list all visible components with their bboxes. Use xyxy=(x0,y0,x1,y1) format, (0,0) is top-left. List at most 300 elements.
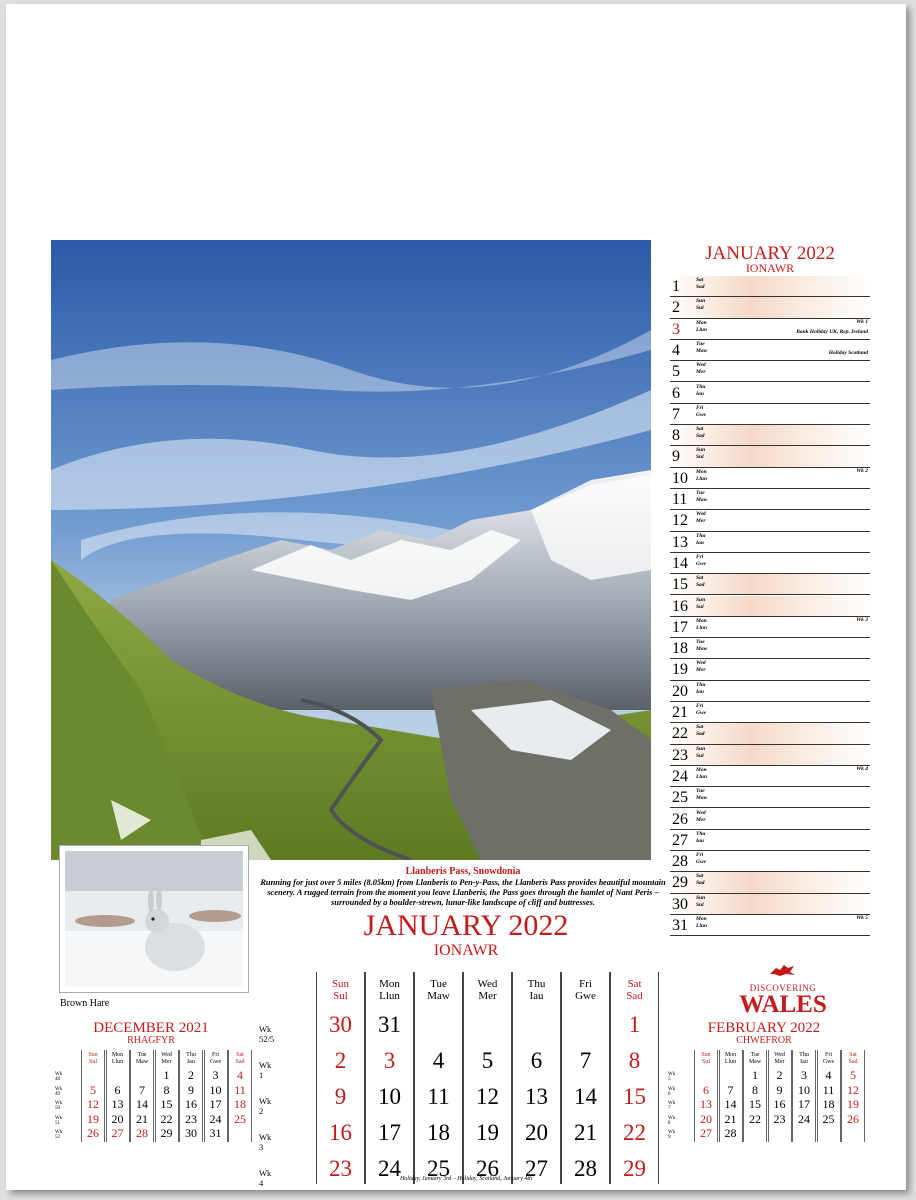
diary-row xyxy=(670,659,870,680)
diary-row xyxy=(670,702,870,723)
diary-day-cy: Maw xyxy=(696,497,708,503)
diary-week-label: Wk 4 xyxy=(856,765,868,772)
small-week-label: Wk 52 xyxy=(55,1130,63,1140)
week-label: Wk 1 xyxy=(259,1060,272,1080)
diary-row xyxy=(670,915,870,936)
diary-day-cy: Sad xyxy=(696,284,705,290)
small-day-number: 25 xyxy=(822,1111,835,1126)
small-day-en: Mon xyxy=(724,1052,737,1058)
small-day-en: Thu xyxy=(186,1052,196,1058)
small-day-number: 21 xyxy=(724,1111,737,1126)
diary-day-names xyxy=(696,852,706,866)
day-number: 4 xyxy=(432,1048,445,1073)
small-day-number: 7 xyxy=(139,1082,145,1097)
diary-day-cy: Iau xyxy=(696,390,704,397)
diary-day-en: Mon xyxy=(696,916,707,922)
diary-day-cy: Llun xyxy=(696,923,708,929)
small-day-number: 9 xyxy=(776,1082,783,1097)
small-day-number: 17 xyxy=(209,1097,222,1111)
day-name-en: Sat xyxy=(627,978,642,990)
day-number: 23 xyxy=(329,1156,352,1181)
diary-day-names xyxy=(696,639,707,653)
diary-day-en: Sat xyxy=(696,724,704,731)
day-number: 5 xyxy=(481,1048,494,1073)
diary-day-en: Wed xyxy=(696,362,706,369)
small-day-number: 9 xyxy=(188,1082,194,1097)
diary-day-number: 3 xyxy=(672,320,680,338)
diary-day-cy: Sul xyxy=(696,454,704,461)
diary-day-names xyxy=(696,511,706,525)
diary-day-en: Thu xyxy=(696,830,706,837)
diary-day-cy: Llun xyxy=(696,475,708,482)
diary-row xyxy=(670,361,870,382)
diary-row xyxy=(670,446,870,467)
small-day-en: Sat xyxy=(236,1052,244,1058)
day-number: 26 xyxy=(476,1156,499,1181)
small-day-number: 6 xyxy=(114,1082,121,1097)
dragon-icon xyxy=(768,962,798,978)
small-day-number: 13 xyxy=(111,1097,124,1111)
diary-day-en: Sat xyxy=(696,277,704,283)
day-number: 8 xyxy=(628,1048,641,1073)
day-column xyxy=(316,972,365,1184)
diary-day-en: Wed xyxy=(696,660,706,667)
small-week-label: Wk 8 xyxy=(668,1115,676,1126)
diary-day-names xyxy=(696,362,706,376)
small-day-en: Wed xyxy=(161,1052,172,1058)
small-day-en: Tue xyxy=(137,1052,147,1058)
diary-day-en: Fri xyxy=(696,553,704,560)
diary-day-names xyxy=(696,831,705,845)
diary-day-cy: Llun xyxy=(696,326,708,333)
diary-day-cy: Gwe xyxy=(696,710,707,716)
small-week-label: Wk 6 xyxy=(668,1086,676,1097)
diary-day-number: 23 xyxy=(672,746,688,764)
small-day-number: 23 xyxy=(185,1111,197,1126)
diary-day-cy: Maw xyxy=(696,347,708,354)
day-name-cy: Llun xyxy=(379,990,400,1002)
diary-day-cy: Sul xyxy=(696,305,704,312)
diary-day-cy: Sad xyxy=(696,880,705,887)
month-title: JANUARY 2022 xyxy=(363,909,569,942)
day-header xyxy=(414,978,463,1002)
logo-main-text: WALES xyxy=(739,991,827,1018)
diary-day-number: 18 xyxy=(672,640,688,658)
small-day-cy: Sad xyxy=(235,1059,245,1065)
day-header xyxy=(463,978,512,1002)
discovering-wales-logo xyxy=(718,962,848,1017)
diary-day-en: Thu xyxy=(696,532,706,539)
diary-row xyxy=(670,276,870,297)
small-day-header xyxy=(204,1052,228,1066)
diary-day-number: 10 xyxy=(672,469,688,487)
diary-day-names xyxy=(696,895,705,909)
landscape-photo xyxy=(51,240,651,860)
day-name-cy: Iau xyxy=(529,990,544,1002)
day-number: 21 xyxy=(574,1120,597,1145)
diary-week-label: Wk 1 xyxy=(856,318,868,325)
diary-day-number: 30 xyxy=(672,895,688,913)
diary-day-number: 9 xyxy=(672,448,680,466)
diary-day-names xyxy=(696,341,707,355)
day-number: 16 xyxy=(329,1120,352,1145)
small-day-number: 6 xyxy=(703,1082,709,1097)
diary-day-number: 28 xyxy=(672,853,688,871)
small-week-label: Wk 9 xyxy=(668,1130,676,1140)
day-number: 25 xyxy=(427,1156,450,1181)
small-day-header xyxy=(81,1052,105,1066)
diary-day-number: 19 xyxy=(672,661,688,679)
small-day-number: 3 xyxy=(801,1068,807,1082)
day-name-en: Wed xyxy=(477,978,498,990)
diary-day-en: Sun xyxy=(696,596,706,603)
diary-row xyxy=(670,319,870,340)
small-day-en: Sat xyxy=(849,1052,857,1058)
diary-day-names xyxy=(696,746,705,760)
calendar-page xyxy=(6,4,906,1190)
small-day-number: 15 xyxy=(749,1097,761,1111)
diary-day-en: Tue xyxy=(696,340,705,347)
day-column xyxy=(561,972,610,1184)
small-week-label: Wk 51 xyxy=(55,1115,63,1126)
diary-day-number: 24 xyxy=(672,767,688,785)
diary-day-names xyxy=(696,384,705,398)
diary-row xyxy=(670,596,870,617)
day-number: 20 xyxy=(525,1120,548,1145)
diary-day-cy: Iau xyxy=(696,688,704,695)
diary-day-names xyxy=(696,298,705,312)
diary-day-names xyxy=(696,575,705,589)
diary-row xyxy=(670,425,870,446)
small-day-number: 17 xyxy=(798,1097,810,1111)
diary-row xyxy=(670,638,870,659)
small-day-header xyxy=(768,1052,792,1066)
small-day-cy: Mer xyxy=(161,1059,172,1065)
day-header xyxy=(316,978,365,1002)
diary-row xyxy=(670,553,870,574)
small-day-number: 24 xyxy=(209,1111,222,1126)
day-number: 14 xyxy=(574,1084,597,1109)
small-day-number: 19 xyxy=(87,1111,99,1126)
diary-day-cy: Sad xyxy=(696,731,705,738)
diary-day-en: Thu xyxy=(696,383,706,390)
day-number: 3 xyxy=(383,1048,396,1073)
day-number: 1 xyxy=(628,1012,641,1037)
diary-day-number: 15 xyxy=(672,576,688,594)
small-day-number: 12 xyxy=(847,1082,859,1097)
diary-row xyxy=(670,745,870,766)
diary-note: Holiday Scotland xyxy=(828,349,868,356)
diary-day-names xyxy=(696,810,706,824)
inset-caption: Brown Hare xyxy=(60,998,110,1009)
small-day-header xyxy=(179,1052,203,1066)
small-day-number: 20 xyxy=(111,1111,124,1126)
diary-day-names xyxy=(696,490,707,504)
day-column xyxy=(365,972,414,1184)
diary-day-en: Sun xyxy=(696,894,706,901)
diary-day-cy: Sul xyxy=(696,901,704,908)
diary-day-names xyxy=(696,469,707,483)
small-week-label: Wk 7 xyxy=(668,1101,676,1111)
diary-day-number: 21 xyxy=(672,704,688,721)
small-day-number: 30 xyxy=(185,1126,197,1140)
diary-row xyxy=(670,468,870,489)
diary-row xyxy=(670,489,870,510)
small-week-label: Wk 5 xyxy=(668,1072,676,1082)
day-name-cy: Mer xyxy=(478,990,497,1002)
small-day-cy: Mer xyxy=(774,1059,785,1065)
diary-day-names xyxy=(696,788,707,802)
small-day-cy: Gwe xyxy=(822,1059,835,1065)
week-label: Wk 52/5 xyxy=(259,1024,275,1044)
diary-row xyxy=(670,404,870,425)
diary-day-number: 7 xyxy=(672,405,680,423)
small-day-number: 29 xyxy=(160,1126,173,1140)
inset-photo-frame xyxy=(59,845,249,993)
small-day-number: 12 xyxy=(87,1097,99,1111)
diary-day-cy: Iau xyxy=(696,539,704,546)
small-day-cy: Sul xyxy=(701,1059,710,1065)
small-day-header xyxy=(743,1052,767,1066)
day-number: 2 xyxy=(334,1048,347,1073)
diary-row xyxy=(670,830,870,851)
diary-day-en: Fri xyxy=(696,852,704,859)
diary-note: Bank Holiday UK, Rep. Ireland xyxy=(796,328,868,335)
diary-day-cy: Sul xyxy=(696,603,704,610)
small-day-cy: Gwe xyxy=(209,1059,222,1065)
diary-day-number: 20 xyxy=(672,682,688,700)
logo-top-text: DISCOVERING xyxy=(749,983,817,993)
diary-row xyxy=(670,894,870,915)
diary-row xyxy=(670,574,870,595)
diary-day-cy: Mer xyxy=(696,518,706,525)
small-day-number: 15 xyxy=(160,1097,173,1111)
small-day-number: 8 xyxy=(163,1082,170,1097)
small-day-en: Thu xyxy=(799,1052,809,1058)
diary-day-names xyxy=(696,682,705,696)
diary-day-cy: Gwe xyxy=(696,859,707,866)
diary-day-names xyxy=(696,724,705,738)
day-number: 17 xyxy=(378,1120,401,1145)
small-day-header xyxy=(228,1052,252,1066)
small-day-number: 2 xyxy=(776,1068,783,1082)
diary-row xyxy=(670,297,870,318)
diary-row xyxy=(670,532,870,553)
diary-day-cy: Gwe xyxy=(696,560,707,567)
small-week-label: Wk 50 xyxy=(55,1101,63,1111)
day-name-cy: Gwe xyxy=(575,990,596,1002)
diary-day-en: Tue xyxy=(696,639,705,646)
diary-day-names xyxy=(696,873,705,887)
small-day-number: 28 xyxy=(136,1126,148,1140)
day-number: 30 xyxy=(329,1012,352,1037)
diary-day-number: 16 xyxy=(672,597,688,615)
small-day-number: 5 xyxy=(850,1068,856,1082)
small-day-en: Sun xyxy=(88,1052,98,1058)
diary-row xyxy=(670,872,870,893)
diary-day-en: Sun xyxy=(696,745,706,752)
day-number: 10 xyxy=(378,1084,401,1109)
small-day-number: 8 xyxy=(752,1082,758,1097)
day-column xyxy=(463,972,512,1184)
diary-day-names xyxy=(696,426,705,440)
diary-day-number: 31 xyxy=(672,917,688,934)
diary-day-cy: Mer xyxy=(696,369,706,376)
photo-caption-title: Llanberis Pass, Snowdonia xyxy=(405,866,521,877)
diary-day-en: Mon xyxy=(696,617,707,624)
diary-day-names xyxy=(696,618,707,632)
small-day-header xyxy=(106,1052,130,1066)
small-day-number: 28 xyxy=(724,1126,737,1140)
small-day-number: 20 xyxy=(700,1111,712,1126)
day-name-cy: Sul xyxy=(333,990,348,1002)
diary-week-label: Wk 3 xyxy=(856,616,868,623)
diary-day-en: Wed xyxy=(696,809,706,816)
hare-photo xyxy=(65,851,243,987)
small-day-number: 18 xyxy=(822,1097,835,1111)
diary-day-number: 29 xyxy=(672,874,688,892)
small-day-number: 4 xyxy=(237,1068,243,1082)
diary-day-cy: Sul xyxy=(696,752,704,759)
day-number: 11 xyxy=(427,1084,450,1109)
diary-day-names xyxy=(696,277,705,291)
small-week-label: Wk 48 xyxy=(55,1072,63,1082)
diary-day-cy: Sad xyxy=(696,582,705,589)
small-day-en: Wed xyxy=(774,1052,785,1058)
diary-day-number: 17 xyxy=(672,618,688,636)
diary-day-cy: Maw xyxy=(696,646,708,653)
diary-day-number: 27 xyxy=(672,831,688,849)
diary-day-number: 6 xyxy=(672,384,680,402)
day-number: 13 xyxy=(525,1084,548,1109)
small-day-number: 10 xyxy=(798,1082,810,1097)
day-number: 12 xyxy=(476,1084,499,1109)
small-day-cy: Llun xyxy=(111,1059,124,1065)
day-header xyxy=(365,978,414,1002)
diary-row xyxy=(670,510,870,531)
diary-day-en: Sun xyxy=(696,447,706,454)
small-day-number: 13 xyxy=(700,1097,712,1111)
diary-day-cy: Iau xyxy=(696,837,704,844)
diary-week-label: Wk 2 xyxy=(856,467,868,474)
small-day-cy: Sul xyxy=(88,1059,97,1065)
small-day-number: 26 xyxy=(87,1126,99,1140)
small-day-number: 1 xyxy=(163,1068,170,1082)
dec-title: DECEMBER 2021 xyxy=(93,1020,209,1036)
small-day-number: 25 xyxy=(234,1111,246,1126)
diary-day-en: Tue xyxy=(696,788,705,795)
diary-day-cy: Gwe xyxy=(696,411,707,418)
small-day-number: 2 xyxy=(188,1068,194,1082)
small-day-en: Mon xyxy=(111,1052,124,1058)
diary-day-en: Sat xyxy=(696,575,704,582)
small-day-header xyxy=(155,1052,179,1066)
diary-row xyxy=(670,766,870,787)
diary-day-en: Thu xyxy=(696,681,706,688)
small-week-label: Wk 49 xyxy=(55,1086,63,1097)
day-name-en: Thu xyxy=(527,978,546,990)
diary-subtitle: IONAWR xyxy=(745,261,795,275)
diary-day-names xyxy=(696,320,707,334)
small-day-number: 18 xyxy=(234,1097,246,1111)
day-name-cy: Sad xyxy=(626,990,643,1002)
diary-day-names xyxy=(696,597,705,611)
week-label: Wk 4 xyxy=(259,1168,272,1188)
day-column xyxy=(610,972,659,1184)
diary-day-en: Mon xyxy=(696,319,707,326)
day-header xyxy=(561,978,610,1002)
diary-day-names xyxy=(696,405,706,419)
small-day-number: 11 xyxy=(234,1082,246,1097)
day-header xyxy=(512,978,561,1002)
day-number: 27 xyxy=(525,1156,548,1181)
day-column xyxy=(414,972,463,1184)
small-day-header xyxy=(130,1052,154,1066)
small-day-number: 26 xyxy=(847,1111,859,1126)
diary-day-en: Sun xyxy=(696,298,706,305)
small-day-en: Tue xyxy=(750,1052,760,1058)
diary-day-en: Wed xyxy=(696,511,706,518)
diary-day-cy: Maw xyxy=(696,795,708,802)
diary-day-number: 12 xyxy=(672,512,688,530)
day-column xyxy=(512,972,561,1184)
diary-day-number: 2 xyxy=(672,299,680,317)
diary-row xyxy=(670,723,870,744)
small-day-cy: Maw xyxy=(135,1059,149,1065)
small-day-number: 5 xyxy=(90,1082,96,1097)
small-day-number: 21 xyxy=(136,1111,148,1126)
diary-day-cy: Llun xyxy=(696,624,708,631)
diary-title: JANUARY 2022 xyxy=(705,243,835,264)
small-day-number: 27 xyxy=(111,1126,124,1140)
diary-row xyxy=(670,851,870,872)
diary-day-names xyxy=(696,916,707,930)
diary-day-number: 25 xyxy=(672,789,688,807)
diary-day-number: 22 xyxy=(672,725,688,743)
diary-day-cy: Llun xyxy=(696,773,708,780)
diary-day-number: 5 xyxy=(672,363,680,381)
small-day-number: 14 xyxy=(724,1097,737,1111)
diary-row xyxy=(670,340,870,361)
diary-day-names xyxy=(696,767,707,781)
diary-day-number: 14 xyxy=(672,554,688,572)
diary-day-en: Sat xyxy=(696,426,704,433)
diary-day-names xyxy=(696,660,706,674)
day-number: 15 xyxy=(623,1084,646,1109)
day-number: 22 xyxy=(623,1120,646,1145)
small-day-header xyxy=(817,1052,841,1066)
small-day-number: 19 xyxy=(847,1097,859,1111)
day-number: 18 xyxy=(427,1120,450,1145)
small-day-cy: Sad xyxy=(848,1059,858,1065)
diary-day-en: Tue xyxy=(696,490,705,496)
diary-row xyxy=(670,681,870,702)
diary-week-label: Wk 5 xyxy=(856,915,868,921)
day-name-en: Tue xyxy=(430,978,447,990)
small-day-cy: Maw xyxy=(748,1059,762,1065)
small-day-number: 23 xyxy=(773,1111,786,1126)
small-day-number: 16 xyxy=(773,1097,786,1111)
day-number: 28 xyxy=(574,1156,597,1181)
diary-day-en: Mon xyxy=(696,468,707,475)
diary-day-cy: Mer xyxy=(696,667,706,674)
small-day-number: 27 xyxy=(700,1126,712,1140)
diary-day-number: 1 xyxy=(672,278,680,295)
month-subtitle: IONAWR xyxy=(433,942,499,959)
small-day-number: 10 xyxy=(209,1082,222,1097)
feb-title: FEBRUARY 2022 xyxy=(707,1020,821,1036)
diary-day-names xyxy=(696,447,705,461)
